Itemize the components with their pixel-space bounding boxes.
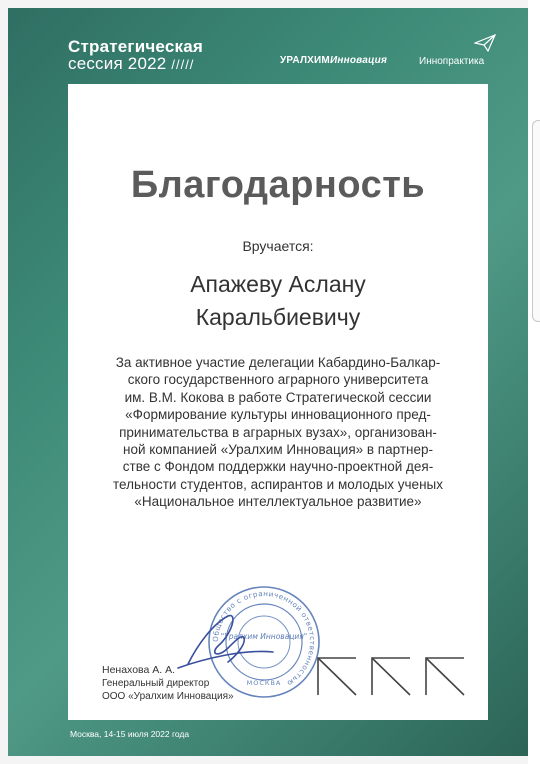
recipient-line2: Каральбиевичу (195, 304, 361, 330)
uralchem-logo-main: УРАЛХИМ (280, 55, 330, 66)
body-line: «Национальное интеллектуальное развитие» (134, 494, 422, 510)
session-title-line2: сессия (68, 54, 123, 73)
certificate-frame (8, 8, 528, 756)
session-chevrons-graphic (316, 656, 468, 696)
body-line: ной компанией «Уралхим Инновация» в партнер- (122, 442, 433, 458)
body-line: им. В.М. Кокова в работе Стратегической сессии (124, 389, 432, 405)
body-line: принимательства в аграрных вузах», организован- (119, 424, 437, 440)
body-line: тельности студентов, аспирантов и молодых ученых (113, 476, 443, 492)
uralchem-logo-italic: Инновация (329, 55, 388, 66)
certificate-body (88, 354, 468, 511)
scan-edge (528, 0, 540, 764)
signatory-position: Генеральный директор (102, 678, 210, 689)
stamp-center-text: "Уралхим Инновация" (220, 632, 308, 641)
session-year: 2022 (127, 54, 167, 73)
innopraktika-logo: Иннопрактика (419, 56, 485, 67)
signatory-name: Ненахова А. А. (102, 664, 176, 676)
stamp-ring-text: Общество с ограниченной ответственностью (210, 588, 318, 689)
signatory-block (102, 664, 234, 703)
signatory-company: ООО «Уралхим Инновация» (102, 691, 234, 702)
recipient-line1: Апажеву Аслану (190, 271, 366, 297)
scan-clip-mark (532, 120, 540, 322)
session-logo (68, 38, 203, 73)
paper-plane-icon (474, 34, 496, 52)
body-line: стве с Фондом поддержки научно-проектной дея- (122, 459, 434, 475)
body-line: За активное участие делегации Кабардино-Балкар- (115, 355, 441, 370)
presented-label: Вручается: (242, 238, 314, 254)
stamp-city: МОСКВА (246, 679, 282, 687)
certificate-paper (68, 84, 488, 720)
certificate-title: Благодарность (130, 164, 426, 206)
place-date: Москва, 14-15 июля 2022 года (70, 729, 190, 739)
uralchem-logo (280, 55, 387, 66)
recipient-name (68, 268, 488, 334)
session-slashes: ///// (171, 57, 195, 72)
body-line: «Формирование культуры инновационного пред- (125, 407, 431, 423)
body-line: ского государственного аграрного университета (127, 372, 429, 388)
session-title-line1: Стратегическая (68, 37, 203, 56)
